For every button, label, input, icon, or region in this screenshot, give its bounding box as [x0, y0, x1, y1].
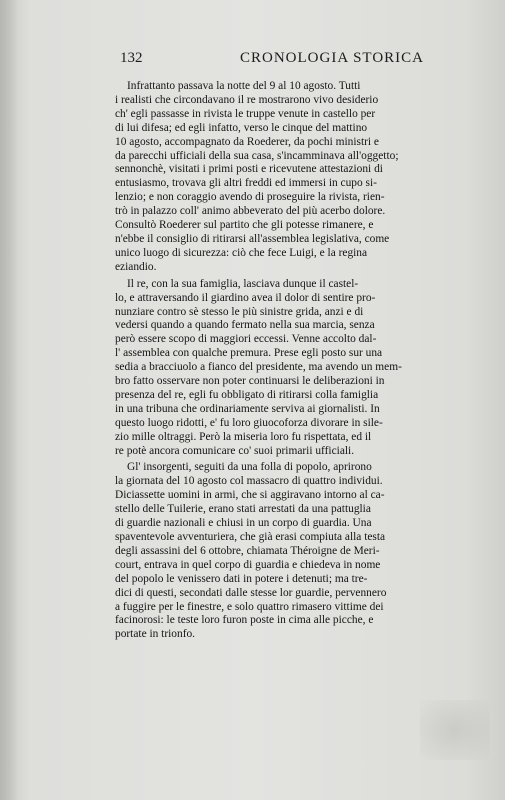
- paragraph: [115, 278, 477, 459]
- text-line: presenza del re, egli fu obbligato di ritirarsi colla famiglia: [115, 388, 379, 401]
- text-line: la giornata del 10 agosto col massacro di quattro individui.: [115, 475, 383, 488]
- text-line: trò in palazzo coll' animo abbeverato del più acerbo dolore.: [115, 205, 386, 218]
- text-line: Diciassette uomini in armi, che si aggiravano intorno al ca-: [115, 489, 385, 502]
- text-line: facinorosi: le teste loro furon poste in cima alle picche, e: [115, 614, 374, 627]
- text-line: spaventevole avventuriera, che già erasi compiuta alla testa: [115, 531, 386, 543]
- text-line: bro fatto osservare non poter continuarsi le deliberazioni in: [115, 375, 385, 388]
- body-text: [115, 80, 477, 645]
- text-line: di lui difesa; ed egli infatto, verso le cinque del mattino: [115, 121, 368, 134]
- text-line: Il re, con la sua famiglia, lasciava dunque il castel-: [127, 277, 359, 290]
- text-line: di guardie nazionali e chiusi in un corpo di guardia. Una: [115, 517, 372, 530]
- text-line: Gl' insorgenti, seguiti da una folla di popolo, aprirono: [127, 461, 372, 474]
- text-line: zio mille oltraggi. Però la miseria loro fu rispettata, ed il: [115, 430, 372, 443]
- text-line: vedersi quando a quando fermato nella sua marcia, senza: [115, 319, 375, 332]
- text-line: ch' egli passasse in rivista le truppe venute in castello per: [115, 107, 376, 120]
- text-line: re potè ancora comunicare co' suoi primarii ufficiali.: [115, 444, 355, 457]
- text-line: portate in trionfo.: [115, 628, 196, 641]
- text-line: unico luogo di sicurezza: ciò che fece Luigi, e la regina: [115, 246, 368, 259]
- text-line: entusiasmo, trovava gli altri freddi ed immersi in cupo si-: [115, 177, 377, 190]
- page-header: [120, 50, 490, 74]
- text-line: lenzio; e non coraggio avendo di proseguire la rivista, rien-: [115, 191, 385, 204]
- text-line: Consultò Roederer sul partito che gli potesse rimanere, e: [115, 219, 374, 232]
- text-line: nunziare contro sè stesso le più sinistre grida, anzi e di: [115, 305, 364, 318]
- page-number: 132: [120, 50, 143, 66]
- text-line: eziandio.: [115, 260, 157, 273]
- text-line: 10 agosto, accompagnato da Roederer, da pochi ministri e: [115, 135, 379, 148]
- text-line: questo luogo ridotti, e' fu loro giuocoforza divorare in sile-: [115, 416, 383, 429]
- ink-bleed: [420, 700, 490, 760]
- text-line: court, entrava in quel corpo di guardia e chiedeva in nome: [115, 558, 381, 571]
- gutter-shadow: [0, 0, 18, 800]
- text-line: degli assassini del 6 ottobre, chiamata Théroigne de Meri-: [115, 544, 380, 557]
- text-line: in una tribuna che ordinariamente serviva ai giornalisti. In: [115, 402, 380, 415]
- running-title: CRONOLOGIA STORICA: [240, 50, 424, 66]
- text-line: sennonchè, visitati i primi posti e ricevutene attestazioni di: [115, 163, 383, 176]
- text-line: però essere scopo di maggiori eccessi. Venne accolto dal-: [115, 333, 377, 346]
- text-line: da parecchi ufficiali della sua casa, s'incamminava all'oggetto;: [115, 149, 399, 162]
- paragraph: [115, 80, 477, 275]
- text-line: dici di questi, secondati dalle stesse lor guardie, pervennero: [115, 586, 387, 599]
- text-line: n'ebbe il consiglio di ritirarsi all'assemblea legislativa, come: [115, 232, 390, 245]
- text-line: l' assemblea con qualche premura. Prese egli posto sur una: [115, 347, 383, 360]
- text-line: lo, e attraversando il giardino avea il dolor di sentire pro-: [115, 291, 376, 304]
- text-line: Infrattanto passava la notte del 9 al 10 agosto. Tutti: [127, 80, 361, 92]
- text-line: sedia a bracciuolo a fianco del presidente, ma avendo un mem-: [115, 361, 402, 374]
- text-line: del popolo le venissero dati in potere i detenuti; ma tre-: [115, 572, 368, 585]
- text-line: a fuggire per le finestre, e solo quattro rimasero vittime dei: [115, 600, 384, 613]
- text-line: stello delle Tuilerie, erano stati arrestati da una pattuglia: [115, 503, 371, 516]
- paragraph: [115, 461, 477, 642]
- text-line: i realisti che circondavano il re mostrarono vivo desiderio: [115, 93, 379, 106]
